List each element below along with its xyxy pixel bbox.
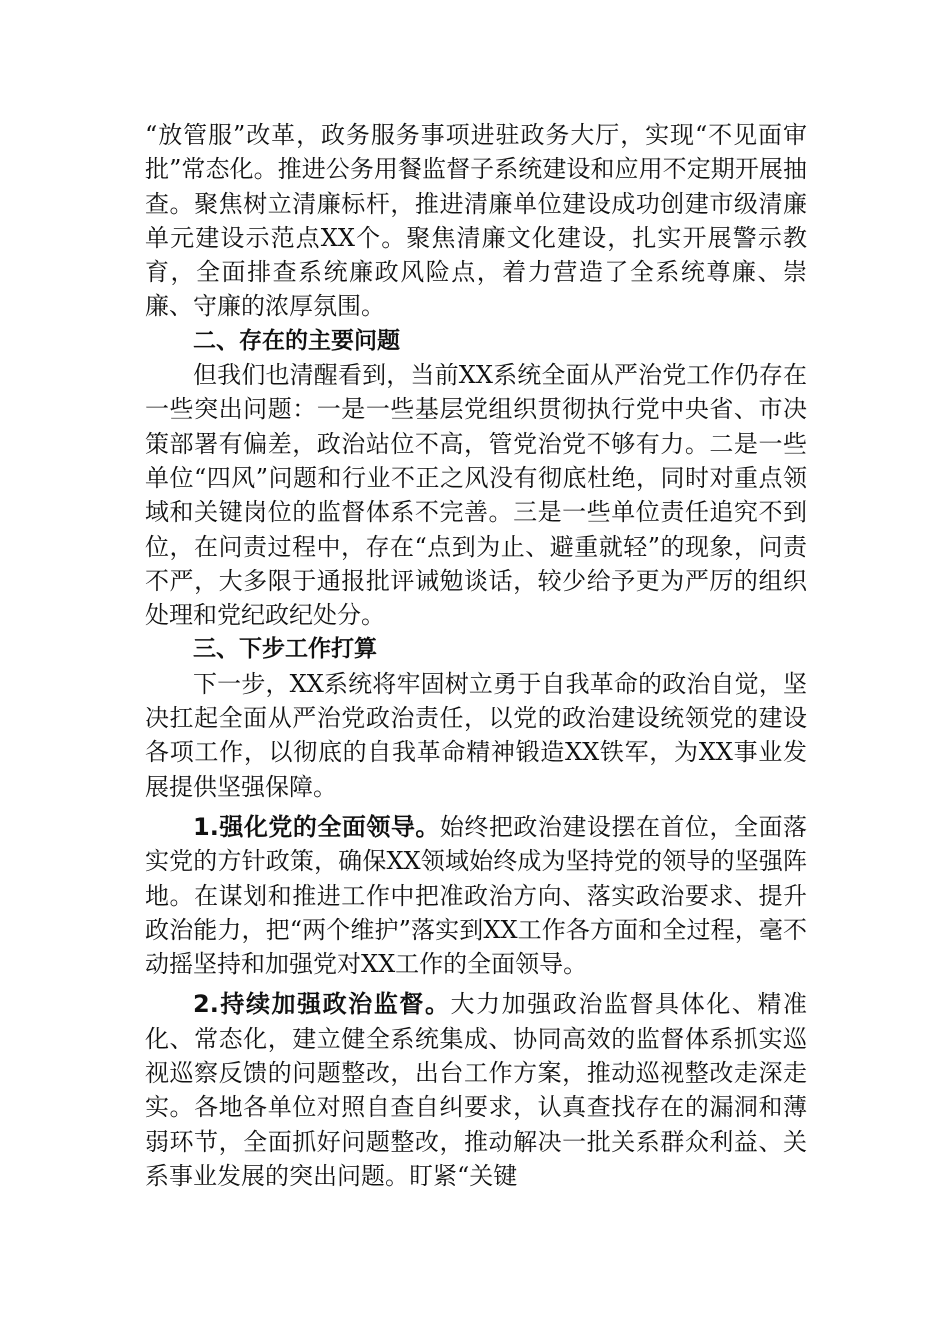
intro-paragraph: “放管服”改革，政务服务事项进驻政务大厅，实现“不见面审批”常态化。推进公务用餐监督子系统建设和应用不定期开展抽查。聚焦树立清廉标杆，推进清廉单位建设成功创建市级清廉单元建设示范点XX个。聚焦清廉文化建设，扎实开展警示教育，全面排查系统廉政风险点，着力营造了全系统尊廉、崇廉、守廉的浓厚氛围。 [145, 121, 807, 321]
section-heading-problems: 二、存在的主要问题 [193, 327, 400, 354]
item-1-lead: 1.强化党的全面领导。 [193, 812, 440, 841]
item-2-paragraph [145, 987, 807, 1193]
problems-paragraph: 但我们也清醒看到，当前XX系统全面从严治党工作仍存在一些突出问题：一是一些基层党组织贯彻执行党中央省、市决策部署有偏差，政治站位不高，管党治党不够有力。二是一些单位“四风”问题和行业不正之风没有彻底杜绝，同时对重点领域和关键岗位的监督体系不完善。三是一些单位责任追究不到位，在问责过程中，存在“点到为止、避重就轻”的现象，问责不严，大多限于通报批评诫勉谈话，较少给予更为严厉的组织处理和党纪政纪处分。 [145, 361, 807, 630]
document-body [145, 118, 807, 1193]
item-2-text: 大力加强政治监督具体化、精准化、常态化，建立健全系统集成、协同高效的监督体系抓实巡视巡察反馈的问题整改，出台工作方案，推动巡视整改走深走实。各地各单位对照自查自纠要求，认真查找存在的漏洞和薄弱环节，全面抓好问题整改，推动解决一批关系群众利益、关系事业发展的突出问题。盯紧“关键 [145, 990, 807, 1190]
item-1-text: 始终把政治建设摆在首位，全面落实党的方针政策，确保XX领域始终成为坚持党的领导的坚强阵地。在谋划和推进工作中把准政治方向、落实政治要求、提升政治能力，把“两个维护”落实到XX工作各方面和全过程，毫不动摇坚持和加强党对XX工作的全面领导。 [145, 812, 807, 979]
section-heading-next-steps: 三、下步工作打算 [193, 636, 377, 663]
next-steps-paragraph: 下一步，XX系统将牢固树立勇于自我革命的政治自觉，坚决扛起全面从严治党政治责任，以党的政治建设统领党的建设各项工作，以彻底的自我革命精神锻造XX铁军，为XX事业发展提供坚强保障。 [145, 669, 807, 801]
item-1-paragraph [145, 810, 807, 981]
item-2-lead: 2.持续加强政治监督。 [193, 990, 451, 1019]
